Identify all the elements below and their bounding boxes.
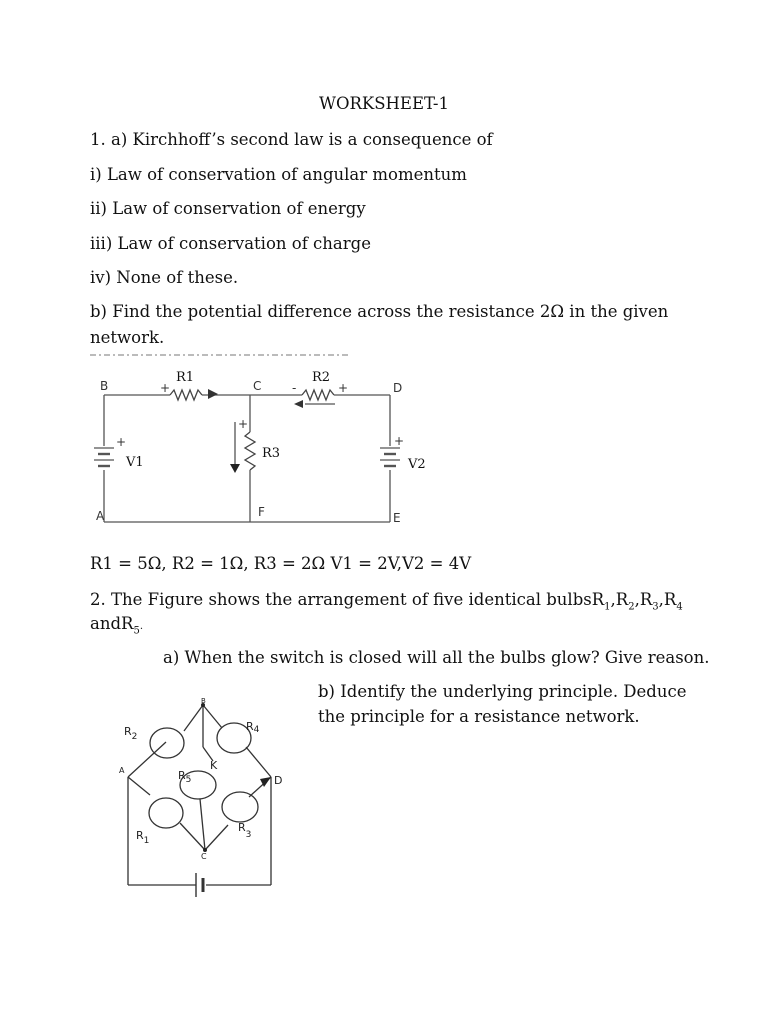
q2b-question-line2: the principle for a resistance network. <box>318 707 640 726</box>
v2-plus-mark: + <box>394 434 405 448</box>
separator: ,R <box>634 590 653 609</box>
v1-plus-mark: + <box>116 435 127 449</box>
separator: ,R <box>610 590 629 609</box>
q1a-option-3: iii) Law of conservation of charge <box>90 234 371 253</box>
node-label-c: C <box>201 852 207 861</box>
source-label-v1: V1 <box>126 455 144 470</box>
bulb-label-r5: $R_5$ <box>178 769 192 785</box>
q1b-question-line1: b) Find the potential difference across the resistance 2Ω in the given <box>90 302 669 321</box>
node-label-d: D <box>274 774 283 787</box>
node-label-b: B <box>201 697 206 705</box>
q1a-option-4: iv) None of these. <box>90 268 239 287</box>
node-label-a: A <box>119 766 125 775</box>
q1a-question: 1. a) Kirchhoff’s second law is a consequence of <box>90 130 493 149</box>
q1a-option-2: ii) Law of conservation of energy <box>90 199 366 218</box>
worksheet-title: WORKSHEET-1 <box>319 94 449 113</box>
bulb-label-r2: $R_2$ <box>124 725 138 742</box>
node-label-d: D <box>393 381 403 395</box>
circuit-diagram-1 <box>90 350 430 530</box>
separator: ,R <box>658 590 677 609</box>
bulb-label-r4: R4 <box>246 720 260 735</box>
source-label-v2: V2 <box>408 457 426 472</box>
r3-plus-mark: + <box>238 417 249 431</box>
subscript: 2 <box>628 601 635 613</box>
r2-plus-mark: + <box>338 381 349 395</box>
q2-line1-text: 2. The Figure shows the arrangement of five identical bulbsR <box>90 590 605 609</box>
q2a-question: a) When the switch is closed will all the bulbs glow? Give reason. <box>163 648 710 667</box>
resistor-label-r3: R3 <box>262 446 281 461</box>
q1a-option-1: i) Law of conservation of angular momentum <box>90 165 467 184</box>
resistor-label-r2: R2 <box>312 370 331 385</box>
subscript: 3 <box>652 601 659 613</box>
q1-values: R1 = 5Ω, R2 = 1Ω, R3 = 2Ω V1 = 2V,V2 = 4V <box>90 554 472 573</box>
node-label-b: B <box>100 379 109 393</box>
separator: . <box>139 621 144 632</box>
q1b-question-line2: network. <box>90 328 165 347</box>
subscript: 5 <box>133 625 140 637</box>
node-label-f: F <box>258 505 265 519</box>
r2-minus-mark: - <box>292 381 297 395</box>
q2-line2-text: andR <box>90 614 134 633</box>
bulb-label-r1: $R_1$ <box>136 829 150 846</box>
switch-label-k: K <box>210 759 218 772</box>
node-label-a: A <box>96 509 105 523</box>
subscript: 4 <box>676 601 683 613</box>
q2-question-line1 <box>90 590 683 617</box>
q2-question-line2 <box>90 614 143 641</box>
resistor-label-r1: R1 <box>176 370 195 385</box>
q2b-question-line1: b) Identify the underlying principle. Deduce <box>318 682 687 701</box>
node-label-e: E <box>393 511 401 525</box>
bulb-network-diagram <box>110 695 310 910</box>
r1-plus-mark: + <box>160 381 171 395</box>
subscript: 1 <box>604 601 611 613</box>
bulb-label-r3: $R_3$ <box>238 821 252 840</box>
node-label-c: C <box>253 379 262 393</box>
